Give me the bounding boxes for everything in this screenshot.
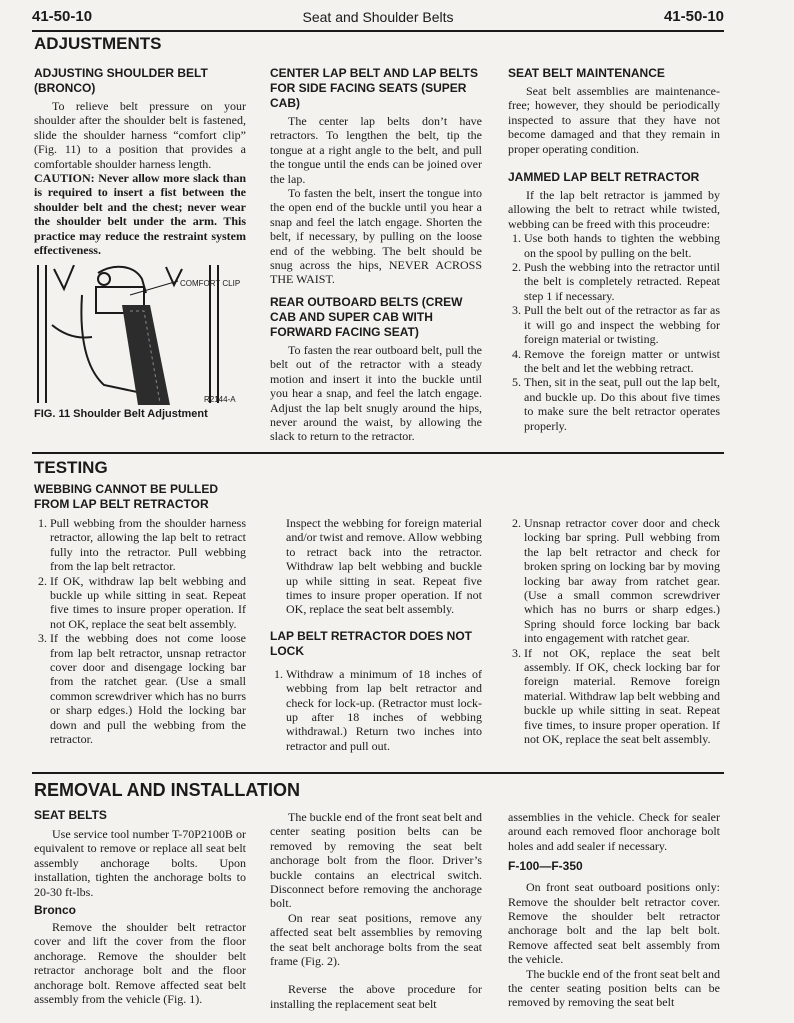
paragraph: On front seat outboard positions only: Remove the shoulder belt retractor cover. Remove the shoulder belt retractor anchorage bolt and the lap belt bolt. Remove affected seat belt assembly from the vehicle. [508,880,720,967]
list-item: 2. Unsnap retractor cover door and check locking bar spring. Pull webbing from the lap belt retractor and check for broken spring on locking bar by moving locking bar away from ratchet gear. (Use a small common screwdriver which has no burrs or sharp edges.) Spring should force locking bar back into engagement with ratchet gear. [524,516,720,646]
adjustments-column-2 [270,66,482,444]
webbing-steps-list [34,516,246,747]
header-rule [32,30,724,32]
testing-column-3 [508,516,720,747]
section-rule [32,772,724,774]
heading-jammed-lap-belt-retractor: JAMMED LAP BELT RETRACTOR [508,170,700,185]
heading-webbing-cannot-be-pulled: WEBBING CANNOT BE PULLED FROM LAP BELT RETRACTOR [34,482,218,511]
paragraph: To fasten the belt, insert the tongue into the open end of the buckle until you hear a snap and feel the latch engage. Shorten the belt, if necessary, by pulling on the loose end of the webbing. The belt should be snug across the hips, NEVER ACROSS THE WAIST. [270,186,482,287]
list-item: 1. Pull webbing from the shoulder harness retractor, allowing the lap belt to retract fully into the retractor. Pull webbing from the lap belt retractor. [50,516,246,574]
paragraph: Seat belt assemblies are maintenance-free; however, they should be periodically inspected to assure that they have not become damaged and that they remain in proper operating condition. [508,84,720,156]
heading-center-lap-belt: CENTER LAP BELT AND LAP BELTS FOR SIDE FACING SEATS (SUPER CAB) [270,66,479,110]
list-item: 5. Then, sit in the seat, pull out the lap belt, and buckle up. Do this about five times to make sure the belt retractor operates properly. [524,375,720,433]
paragraph: To fasten the rear outboard belt, pull the belt out of the retractor with a steady motion and insert it into the buckle until you hear a snap, and feel the latch engage. Adjust the lap belt snugly around the hips, never around the waist, by allowing the slack to return to the retractor. [270,342,482,444]
adjustments-column-1 [34,66,246,422]
lock-steps-list [270,667,482,753]
jammed-steps-list [508,231,720,433]
list-item: 4. Remove the foreign matter or untwist the belt and let the webbing retract. [524,347,720,376]
paragraph: Inspect the webbing for foreign material and/or twist and remove. Allow webbing to retract back into the retractor. Withdraw lap belt webbing and buckle up while sitting in seat. Repeat five times to insure proper operation. If not OK, replace the seat belt assembly. [286,516,482,617]
paragraph: Reverse the above procedure for installing the replacement seat belt [270,982,482,1011]
testing-column-2 [270,516,482,753]
heading-rear-outboard-belts: REAR OUTBOARD BELTS (CREW CAB AND SUPER CAB WITH FORWARD FACING SEAT) [270,294,463,339]
list-item: 3. Pull the belt out of the retractor as far as it will go and inspect the webbing for foreign material or twisting. [524,303,720,346]
paragraph: On rear seat positions, remove any affected seat belt assemblies by removing the seat belt anchorage bolts from the seat frame (Fig. 2). [270,910,482,969]
heading-bronco: Bronco [34,903,76,918]
heading-seat-belt-maintenance: SEAT BELT MAINTENANCE [508,66,665,80]
paragraph: The center lap belts don’t have retractors. To lengthen the belt, tip the tongue at a right angle to the belt, and pull the tongue until the ends can be joined over the lap. [270,114,482,186]
page-header [32,8,724,30]
list-item: 3. If the webbing does not come loose from lap belt retractor, unsnap retractor cover door and disengage locking bar from the ratchet gear. (Use a small common screwdriver which has no burrs or sharp edges.) Hold the locking bar down and pull the webbing from the retractor. [50,631,246,746]
figure-number: FIG. 11 [34,408,71,421]
figure-caption [34,407,246,421]
figure-reference-code: R2144-A [204,395,236,405]
figure-callout-comfort-clip: COMFORT CLIP [180,279,241,289]
list-item: 2. Push the webbing into the retractor until the belt is completely retracted. Repeat step 1 if necessary. [524,260,720,303]
heading-adjusting-shoulder-belt: ADJUSTING SHOULDER BELT (BRONCO) [34,66,208,95]
paragraph: Remove the shoulder belt retractor cover and lift the cover from the floor anchorage. Remove the shoulder belt retractor anchorage bolt and the floor anchorage bolt. Remove affected seat belt assembly from the vehicle (Fig. 1). [34,920,246,1007]
paragraph: If the lap belt retractor is jammed by allowing the belt to retract while twisted, webbing can be freed with this proceudre: [508,188,720,231]
removal-column-1 [34,808,246,1006]
adjustments-column-3 [508,66,720,433]
page-title: Seat and Shoulder Belts [302,9,454,25]
heading-lap-belt-retractor-does-not-lock: LAP BELT RETRACTOR DOES NOT LOCK [270,628,473,658]
list-item: 3. If not OK, replace the seat belt assembly. If OK, check locking bar for foreign material. Remove foreign material. Withdraw lap belt webbing and buckle up while sitting in seat. Repeat five times, to insure proper operation. If not OK, replace the seat belt assembly. [524,646,720,747]
page-number-left: 41-50-10 [32,8,93,25]
lock-steps-list-continued [508,516,720,747]
list-item: 2. If OK, withdraw lap belt webbing and buckle up while sitting in seat. Repeat five times to insure proper operation. If not OK, replace the seat belt assembly. [50,574,246,632]
section-title-removal-and-installation: REMOVAL AND INSTALLATION [34,780,300,800]
list-item: 1. Use both hands to tighten the webbing on the spool by pulling on the belt. [524,231,720,260]
testing-column-1 [34,482,246,747]
paragraph: The buckle end of the front seat belt and the center seating position belts can be removed by removing the seat belt [508,966,720,1010]
section-rule [32,452,724,454]
section-title-testing: TESTING [34,458,108,477]
figure-shoulder-belt-adjustment [34,265,248,407]
paragraph: Use service tool number T-70P2100B or equivalent to remove or replace all seat belt assembly anchorage bolts. Upon installation, tighten the anchorage bolts to 20-30 ft-lbs. [34,827,246,899]
removal-column-3 [508,810,720,1010]
caution-text: CAUTION: Never allow more slack than is required to insert a fist between the shoulder belt and the chest; never wear the shoulder belt under the arm. This practice may reduce the restraint system effectiveness. [34,171,246,258]
section-title-adjustments: ADJUSTMENTS [34,34,162,53]
paragraph: The buckle end of the front seat belt and center seating position belts can be removed by removing the seat belt anchorage bolt from the floor. Driver’s buckle contains an electrical switch. Disconnect before removing the anchorage bolt. [270,810,482,911]
page-number-right: 41-50-10 [663,8,724,25]
list-item: 1. Withdraw a minimum of 18 inches of webbing from lap belt retractor and check for lock-up. (Retractor must lock-up after 18 inches of webbing withdrawal.) Return two inches into retractor and pull out. [286,667,482,753]
heading-f100-f350: F-100—F-350 [508,859,583,874]
figure-caption-text: Shoulder Belt Adjustment [73,408,208,421]
paragraph: To relieve belt pressure on your shoulder after the shoulder belt is fastened, slide the shoulder harness “comfort clip” (Fig. 11) to a position that provides a comfortable shoulder harness length. [34,99,246,171]
removal-column-2 [270,810,482,1011]
paragraph: assemblies in the vehicle. Check for sealer around each removed floor anchorage bolt holes and add sealer if necessary. [508,810,720,853]
heading-seat-belts: SEAT BELTS [34,808,107,822]
